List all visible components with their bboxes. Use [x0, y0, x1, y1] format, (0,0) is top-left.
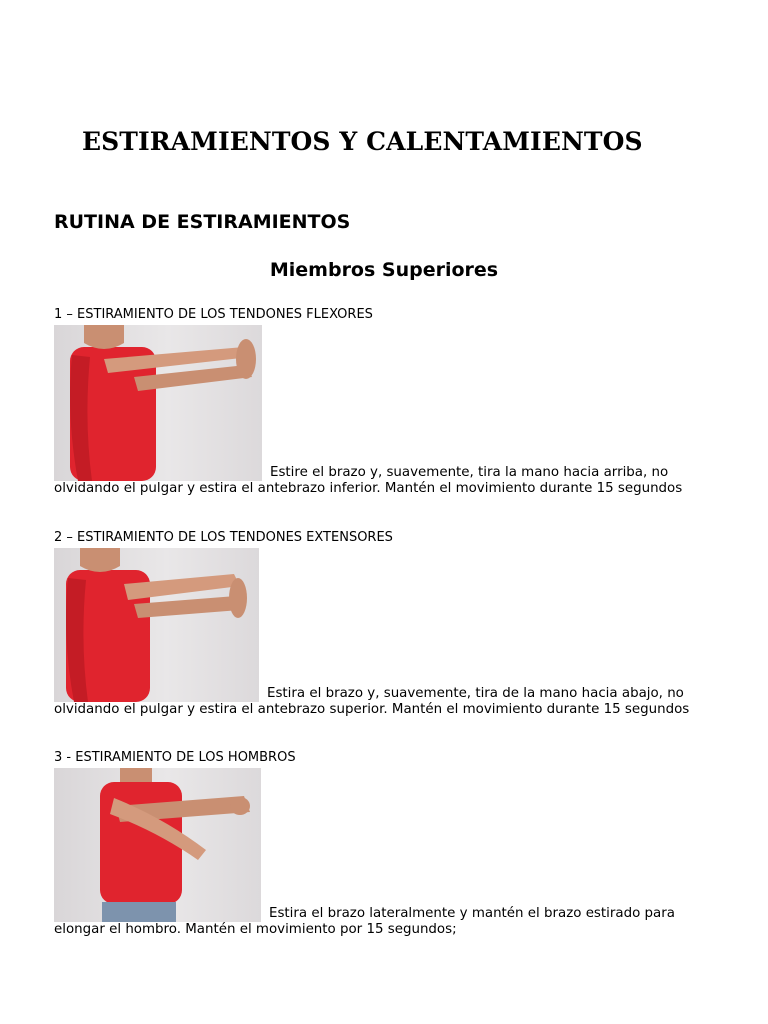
exercise-1 [54, 307, 694, 497]
exercise-2-description: Estira el brazo y, suavemente, tira de la mano hacia abajo, no olvidando el pulgar y estira el antebrazo superior. Mantén el movimiento durante 15 segundos [54, 686, 690, 717]
exercise-3 [54, 750, 694, 938]
exercise-1-label: 1 – ESTIRAMIENTO DE LOS TENDONES FLEXORES [54, 307, 373, 322]
exercise-1-body [54, 325, 694, 497]
exercise-3-description: Estira el brazo lateralmente y mantén el brazo estirado para elongar el hombro. Mantén el movimiento por 15 segundos; [54, 906, 675, 937]
exercise-2-label: 2 – ESTIRAMIENTO DE LOS TENDONES EXTENSORES [54, 530, 393, 545]
exercise-1-description: Estire el brazo y, suavemente, tira la mano hacia arriba, no olvidando el pulgar y estira el antebrazo inferior. Mantén el movimiento durante 15 segundos [54, 465, 683, 496]
exercise-2 [54, 530, 694, 718]
exercise-2-body [54, 548, 694, 718]
exercise-1-photo [54, 325, 262, 481]
section-subheading: Miembros Superiores [269, 259, 499, 281]
exercise-3-photo [54, 768, 261, 922]
exercise-3-label: 3 - ESTIRAMIENTO DE LOS HOMBROS [54, 750, 296, 765]
document-title: ESTIRAMIENTOS Y CALENTAMIENTOS [82, 127, 643, 156]
exercise-3-body [54, 768, 694, 938]
exercise-2-photo [54, 548, 259, 702]
section-heading: RUTINA DE ESTIRAMIENTOS [54, 211, 351, 233]
